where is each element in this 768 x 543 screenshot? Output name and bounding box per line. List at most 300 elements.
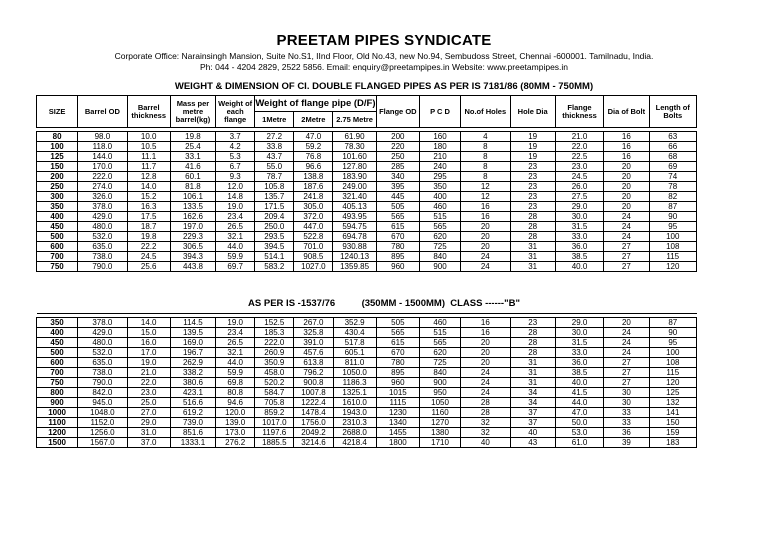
table-row — [37, 358, 697, 368]
table-cell: 180 — [419, 142, 460, 152]
size-cell: 350 — [37, 202, 78, 212]
table-cell: 28 — [461, 408, 510, 418]
size-cell: 400 — [37, 328, 78, 338]
table-cell: 19.0 — [127, 358, 170, 368]
table-cell: 25.4 — [170, 142, 215, 152]
table-cell: 2310.3 — [333, 418, 376, 428]
table-cell: 24 — [461, 252, 510, 262]
table-cell: 405.13 — [333, 202, 376, 212]
table-cell: 24 — [604, 232, 649, 242]
table-cell: 120.0 — [216, 408, 255, 418]
table-cell: 584.7 — [255, 388, 294, 398]
contact-line: Ph: 044 - 4204 2829, 2522 5856. Email: enquiry@preetampipes.in Website: www.preetampipes.in — [199, 62, 569, 72]
size-cell: 700 — [37, 252, 78, 262]
table-cell: 780 — [376, 358, 419, 368]
table-cell: 100 — [649, 232, 697, 242]
table-cell: 28 — [510, 348, 555, 358]
table-row — [37, 318, 697, 328]
table-cell: 1567.0 — [78, 438, 127, 448]
table-cell: 394.5 — [255, 242, 294, 252]
pipe-table-is7181 — [36, 95, 697, 272]
table-cell: 16 — [604, 142, 649, 152]
table-cell: 120 — [649, 378, 696, 388]
table-cell: 183.90 — [333, 172, 376, 182]
size-cell: 100 — [37, 142, 78, 152]
table-cell: 260.9 — [255, 348, 294, 358]
col-hole-dia: Hole Dia — [510, 96, 555, 128]
table-cell: 372.0 — [294, 212, 333, 222]
table-cell: 27 — [604, 252, 649, 262]
table-cell: 725 — [419, 242, 460, 252]
table-cell: 27 — [604, 358, 649, 368]
size-cell: 250 — [37, 182, 78, 192]
table-cell: 78.30 — [333, 142, 376, 152]
table-cell: 14.8 — [216, 192, 255, 202]
table-cell: 27.5 — [555, 192, 603, 202]
table-cell: 29.0 — [127, 418, 170, 428]
table-cell: 95 — [649, 222, 697, 232]
table-cell: 8 — [461, 142, 510, 152]
table-cell: 378.0 — [78, 318, 127, 328]
table-cell: 9.3 — [216, 172, 255, 182]
table-cell: 620 — [419, 232, 460, 242]
table-cell: 705.8 — [255, 398, 294, 408]
table-cell: 69.7 — [216, 262, 255, 272]
table-row — [37, 142, 697, 152]
table-cell: 24 — [604, 212, 649, 222]
table-cell: 241.8 — [294, 192, 333, 202]
table-cell: 1800 — [376, 438, 419, 448]
table-cell: 105.8 — [255, 182, 294, 192]
table-row — [37, 192, 697, 202]
table-cell: 20 — [604, 318, 649, 328]
table-cell: 842.0 — [78, 388, 127, 398]
table-cell: 352.9 — [333, 318, 376, 328]
table-cell: 108 — [649, 242, 697, 252]
table-cell: 460 — [419, 202, 460, 212]
table-cell: 33.0 — [555, 348, 603, 358]
table-cell: 1050 — [419, 398, 460, 408]
table-cell: 173.0 — [216, 428, 255, 438]
table-cell: 895 — [376, 252, 419, 262]
table-cell: 29.0 — [555, 202, 603, 212]
table-cell: 1240.13 — [333, 252, 376, 262]
table-cell: 31 — [510, 368, 555, 378]
table-cell: 22.5 — [555, 152, 603, 162]
table-cell: 32.1 — [216, 232, 255, 242]
table-cell: 321.40 — [333, 192, 376, 202]
table-cell: 50.0 — [555, 418, 603, 428]
table-cell: 74 — [649, 172, 697, 182]
table-cell: 20 — [461, 242, 510, 252]
table-cell: 20 — [604, 162, 649, 172]
table-cell: 185.3 — [255, 328, 294, 338]
size-cell: 300 — [37, 192, 78, 202]
table-row — [37, 428, 697, 438]
table-cell: 30.0 — [555, 328, 603, 338]
table-cell: 1050.0 — [333, 368, 376, 378]
table-cell: 210 — [419, 152, 460, 162]
table-cell: 23.4 — [216, 212, 255, 222]
table-cell: 40.0 — [555, 378, 603, 388]
table-cell: 12 — [461, 192, 510, 202]
table-cell: 19 — [510, 132, 555, 142]
table-cell: 900 — [419, 262, 460, 272]
table-cell: 8 — [461, 172, 510, 182]
table-cell: 950 — [419, 388, 460, 398]
table-cell: 24 — [461, 378, 510, 388]
table-cell: 613.8 — [294, 358, 333, 368]
table-cell: 20 — [461, 222, 510, 232]
table-cell: 28 — [510, 328, 555, 338]
table-cell: 95 — [649, 338, 696, 348]
size-cell: 80 — [37, 132, 78, 142]
table-cell: 28 — [510, 338, 555, 348]
size-cell: 700 — [37, 368, 78, 378]
corporate-address: Corporate Office: Narainsingh Mansion, Suite No.S1, IInd Floor, Old No.43, new No.94, Sembudoss Street, Chennai -600001. Tamilnadu, India. — [114, 51, 654, 61]
table-cell: 3214.6 — [294, 438, 333, 448]
table-cell: 930.88 — [333, 242, 376, 252]
table-cell: 144.0 — [78, 152, 127, 162]
table-cell: 31.0 — [127, 428, 170, 438]
table-row — [37, 348, 697, 358]
table-cell: 21.0 — [127, 368, 170, 378]
table-cell: 115 — [649, 252, 697, 262]
table-cell: 295 — [419, 172, 460, 182]
table-cell: 790.0 — [78, 378, 127, 388]
table-row — [37, 232, 697, 242]
table-cell: 19 — [510, 152, 555, 162]
table-cell: 594.75 — [333, 222, 376, 232]
table-row — [37, 438, 697, 448]
table-cell: 16 — [604, 152, 649, 162]
table-cell: 47.0 — [294, 132, 333, 142]
table-cell: 23 — [510, 172, 555, 182]
table-cell: 1885.5 — [255, 438, 294, 448]
table-cell: 423.1 — [170, 388, 215, 398]
table-cell: 701.0 — [294, 242, 333, 252]
table-cell: 19 — [510, 142, 555, 152]
table-cell: 1197.6 — [255, 428, 294, 438]
table-cell: 480.0 — [78, 222, 127, 232]
table-cell: 443.8 — [170, 262, 215, 272]
table-cell: 37 — [510, 418, 555, 428]
table-cell: 23 — [510, 182, 555, 192]
col-weight-1-metre: 1Metre — [255, 112, 294, 128]
col-group-flange-pipe-weight: Weight of flange pipe (D/F) — [255, 96, 376, 112]
table-cell: 187.6 — [294, 182, 333, 192]
table-cell: 250 — [376, 152, 419, 162]
table-cell: 139.5 — [170, 328, 215, 338]
col-mass-per-metre: Mass per metre barrel(kg) — [170, 96, 215, 128]
table-cell: 32 — [461, 428, 510, 438]
table-cell: 635.0 — [78, 242, 127, 252]
table-row — [37, 172, 697, 182]
table-cell: 20 — [461, 358, 510, 368]
table-cell: 380.6 — [170, 378, 215, 388]
table-cell: 23 — [510, 318, 555, 328]
table-cell: 796.2 — [294, 368, 333, 378]
table-cell: 4.2 — [216, 142, 255, 152]
table-cell: 28 — [510, 222, 555, 232]
table-cell: 305.0 — [294, 202, 333, 212]
table-cell: 395 — [376, 182, 419, 192]
table-cell: 1256.0 — [78, 428, 127, 438]
table-cell: 220 — [376, 142, 419, 152]
table-cell: 583.2 — [255, 262, 294, 272]
table-cell: 3.7 — [216, 132, 255, 142]
table-cell: 68 — [649, 152, 697, 162]
table-cell: 26.5 — [216, 338, 255, 348]
table-cell: 59.9 — [216, 368, 255, 378]
table-cell: 23 — [510, 202, 555, 212]
table-cell: 33 — [604, 408, 649, 418]
section-title-is7181: WEIGHT & DIMENSION OF CI. DOUBLE FLANGED PIPES AS PER IS 7181/86 (80MM - 750MM) — [174, 81, 594, 92]
table-cell: 12.8 — [127, 172, 170, 182]
table-cell: 10.5 — [127, 142, 170, 152]
col-bolt-dia: Dia of Bolt — [604, 96, 649, 128]
table-cell: 87 — [649, 202, 697, 212]
table-cell: 1222.4 — [294, 398, 333, 408]
table-cell: 565 — [419, 222, 460, 232]
size-cell: 600 — [37, 358, 78, 368]
table-cell: 24 — [461, 262, 510, 272]
table-cell: 31 — [510, 358, 555, 368]
size-cell: 1200 — [37, 428, 78, 438]
col-no-of-holes: No.of Holes — [461, 96, 510, 128]
table-cell: 30 — [604, 388, 649, 398]
table-cell: 2049.2 — [294, 428, 333, 438]
table-cell: 17.5 — [127, 212, 170, 222]
table-cell: 738.0 — [78, 252, 127, 262]
table-cell: 152.5 — [255, 318, 294, 328]
table-row — [37, 252, 697, 262]
table-row — [37, 262, 697, 272]
table-row — [37, 182, 697, 192]
table-cell: 44.0 — [216, 242, 255, 252]
table-cell: 33 — [604, 418, 649, 428]
table-cell: 960 — [376, 262, 419, 272]
table-cell: 120 — [649, 262, 697, 272]
table-cell: 63 — [649, 132, 697, 142]
table-cell: 27 — [604, 242, 649, 252]
table-cell: 945.0 — [78, 398, 127, 408]
table-cell: 38.5 — [555, 368, 603, 378]
table-cell: 20 — [604, 192, 649, 202]
table-cell: 480.0 — [78, 338, 127, 348]
table-cell: 39 — [604, 438, 649, 448]
table-cell: 532.0 — [78, 232, 127, 242]
table-cell: 38.5 — [555, 252, 603, 262]
table-cell: 522.8 — [294, 232, 333, 242]
table-cell: 908.5 — [294, 252, 333, 262]
table-cell: 28 — [461, 398, 510, 408]
table-cell: 33.8 — [255, 142, 294, 152]
table-cell: 30 — [604, 398, 649, 408]
table-row — [37, 388, 697, 398]
table-cell: 90 — [649, 212, 697, 222]
size-cell: 350 — [37, 318, 78, 328]
table-cell: 1027.0 — [294, 262, 333, 272]
table-cell: 96.6 — [294, 162, 333, 172]
table-cell: 196.7 — [170, 348, 215, 358]
pipe-table-is1537 — [36, 313, 697, 448]
table-cell: 59.9 — [216, 252, 255, 262]
table-cell: 1017.0 — [255, 418, 294, 428]
size-cell: 900 — [37, 398, 78, 408]
table-cell: 40 — [461, 438, 510, 448]
table-cell: 81.8 — [170, 182, 215, 192]
size-cell: 1500 — [37, 438, 78, 448]
table-cell: 34 — [510, 398, 555, 408]
table-cell: 1048.0 — [78, 408, 127, 418]
table-cell: 340 — [376, 172, 419, 182]
table-cell: 159 — [649, 428, 696, 438]
table-cell: 24 — [604, 222, 649, 232]
table-cell: 209.4 — [255, 212, 294, 222]
table-cell: 40 — [510, 428, 555, 438]
size-cell: 600 — [37, 242, 78, 252]
table-cell: 27.2 — [255, 132, 294, 142]
table-cell: 28 — [510, 212, 555, 222]
table-cell: 25.0 — [127, 398, 170, 408]
table-cell: 1455 — [376, 428, 419, 438]
table-cell: 200 — [376, 132, 419, 142]
table-cell: 20 — [461, 348, 510, 358]
table-cell: 2688.0 — [333, 428, 376, 438]
table-cell: 31 — [510, 242, 555, 252]
table-cell: 635.0 — [78, 358, 127, 368]
table-cell: 197.0 — [170, 222, 215, 232]
size-cell: 200 — [37, 172, 78, 182]
table-cell: 532.0 — [78, 348, 127, 358]
table-cell: 493.95 — [333, 212, 376, 222]
table-row — [37, 408, 697, 418]
table-row — [37, 152, 697, 162]
table-cell: 101.60 — [333, 152, 376, 162]
table-cell: 11.1 — [127, 152, 170, 162]
table-cell: 20 — [604, 202, 649, 212]
table-cell: 27.0 — [127, 408, 170, 418]
table-cell: 21.0 — [555, 132, 603, 142]
table-cell: 338.2 — [170, 368, 215, 378]
table-cell: 141 — [649, 408, 696, 418]
table-cell: 32.1 — [216, 348, 255, 358]
table-cell: 43 — [510, 438, 555, 448]
table-cell: 378.0 — [78, 202, 127, 212]
table-cell: 1186.3 — [333, 378, 376, 388]
table-cell: 1270 — [419, 418, 460, 428]
table-cell: 16 — [461, 328, 510, 338]
table-cell: 16 — [604, 132, 649, 142]
table-cell: 520.2 — [255, 378, 294, 388]
table-cell: 619.2 — [170, 408, 215, 418]
table-cell: 615 — [376, 338, 419, 348]
size-cell: 500 — [37, 232, 78, 242]
table-cell: 1007.8 — [294, 388, 333, 398]
table-cell: 738.0 — [78, 368, 127, 378]
table-cell: 78 — [649, 182, 697, 192]
table-cell: 24.5 — [555, 172, 603, 182]
size-cell: 150 — [37, 162, 78, 172]
table-cell: 267.0 — [294, 318, 333, 328]
table-cell: 61.0 — [555, 438, 603, 448]
table-cell: 23.0 — [555, 162, 603, 172]
table-row — [37, 162, 697, 172]
table-cell: 15.2 — [127, 192, 170, 202]
table-cell: 114.5 — [170, 318, 215, 328]
table-cell: 80.8 — [216, 388, 255, 398]
table-cell: 53.0 — [555, 428, 603, 438]
table-cell: 458.0 — [255, 368, 294, 378]
table-cell: 262.9 — [170, 358, 215, 368]
table-cell: 900.8 — [294, 378, 333, 388]
col-pcd: P C D — [419, 96, 460, 128]
table-cell: 517.8 — [333, 338, 376, 348]
table-cell: 11.7 — [127, 162, 170, 172]
table-cell: 23 — [510, 162, 555, 172]
table-body-is7181 — [37, 132, 697, 272]
table-cell: 32 — [461, 418, 510, 428]
table-cell: 19.8 — [170, 132, 215, 142]
table-cell: 127.80 — [333, 162, 376, 172]
table-cell: 100 — [649, 348, 696, 358]
table-cell: 12.0 — [216, 182, 255, 192]
table-cell: 229.3 — [170, 232, 215, 242]
table-cell: 1610.0 — [333, 398, 376, 408]
table-cell: 400 — [419, 192, 460, 202]
table-cell: 15.0 — [127, 328, 170, 338]
table-cell: 10.0 — [127, 132, 170, 142]
size-cell: 450 — [37, 338, 78, 348]
table-cell: 725 — [419, 358, 460, 368]
table-cell: 27 — [604, 262, 649, 272]
table-cell: 171.5 — [255, 202, 294, 212]
table-cell: 17.0 — [127, 348, 170, 358]
table-cell: 16.0 — [127, 338, 170, 348]
table-cell: 1943.0 — [333, 408, 376, 418]
table-cell: 20 — [604, 182, 649, 192]
table-cell: 16 — [461, 318, 510, 328]
table-cell: 1333.1 — [170, 438, 215, 448]
table-cell: 22.2 — [127, 242, 170, 252]
size-cell: 800 — [37, 388, 78, 398]
table-cell: 55.0 — [255, 162, 294, 172]
table-cell: 24 — [461, 368, 510, 378]
col-flange-thickness: Flange thickness — [555, 96, 603, 128]
col-barrel-thickness: Barrel thickness — [127, 96, 170, 128]
table-cell: 285 — [376, 162, 419, 172]
table-cell: 222.0 — [255, 338, 294, 348]
col-size: SIZE — [37, 96, 78, 128]
col-flange-od: Flange OD — [376, 96, 419, 128]
table-cell: 36.0 — [555, 242, 603, 252]
table-cell: 82 — [649, 192, 697, 202]
table-cell: 24 — [604, 348, 649, 358]
table-cell: 30.0 — [555, 212, 603, 222]
table-cell: 31.5 — [555, 338, 603, 348]
table-cell: 135.7 — [255, 192, 294, 202]
table-cell: 895 — [376, 368, 419, 378]
table-cell: 780 — [376, 242, 419, 252]
table-cell: 78.7 — [255, 172, 294, 182]
table-cell: 249.00 — [333, 182, 376, 192]
table-cell: 1115 — [376, 398, 419, 408]
table-row — [37, 338, 697, 348]
table-cell: 565 — [419, 338, 460, 348]
table-cell: 515 — [419, 328, 460, 338]
table-cell: 43.7 — [255, 152, 294, 162]
